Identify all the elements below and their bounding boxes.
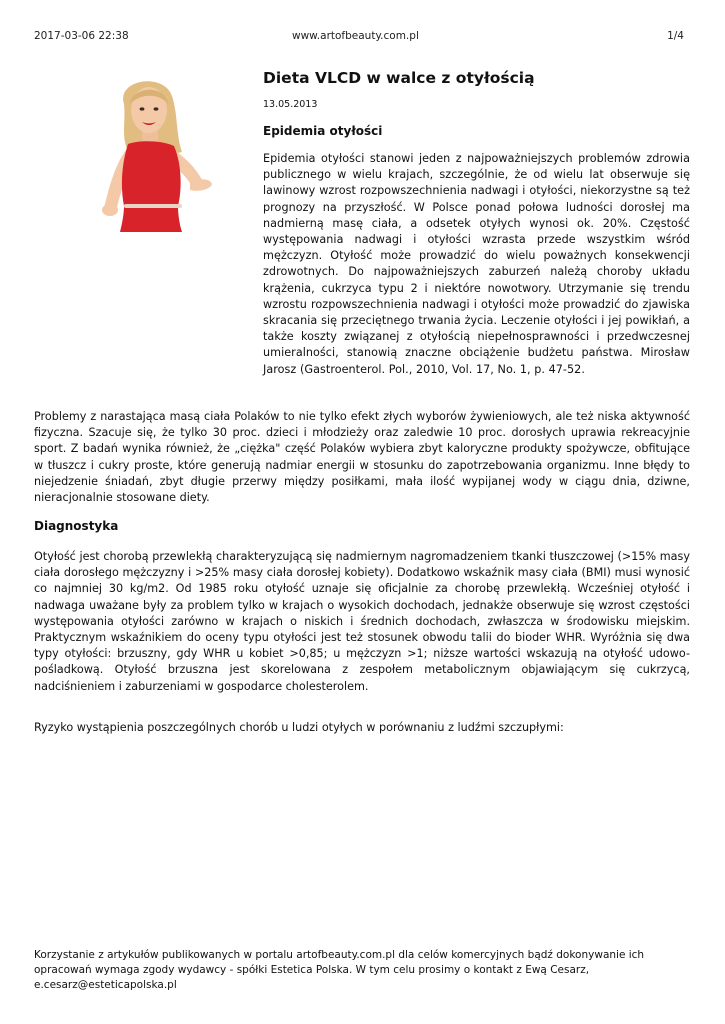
paragraph-risk-intro: Ryzyko wystąpienia poszczególnych chorób u ludzi otyłych w porównaniu z ludźmi szczupłymi: (34, 721, 564, 734)
section-heading-epidemic: Epidemia otyłości (263, 124, 383, 138)
lead-paragraph: Epidemia otyłości stanowi jeden z najpoważniejszych problemów zdrowia publicznego w wielu krajach, szczególnie, że od wielu lat obserwuje się lawinowy wzrost rozpowszechnienia nadwagi i otyłości, niekorzystne są też prognozy na przyszłość. W Polsce ponad połowa ludności dorosłej ma nadmierną masę ciała, a odsetek otyłych wynosi ok. 20%. Częstość występowania nadwagi i otyłości wzrasta przede wszystkim wśród mężczyzn. Otyłość może prowadzić do wielu poważnych konsekwencji zdrowotnych. Do najpoważniejszych zaburzeń należą choroby układu krążenia, cukrzyca typu 2 i niektóre nowotwory. Utrzymanie się trendu wzrostu rozpowszechnienia nadwagi i otyłości może prowadzić do zjawiska skracania się przeciętnego trwania życia. Leczenie otyłości i jej powikłań, a także koszty związanej z otyłością niepełnosprawności i przedwczesnej umieralności, stanowią znaczne obciążenie budżetu państwa. Mirosław Jarosz (Gastroenterol. Pol., 2010, Vol. 17, No. 1, p. 47-52. (263, 152, 690, 376)
section-heading-diagnostics: Diagnostyka (34, 519, 119, 533)
article-photo-woman (86, 74, 216, 232)
page-number: 1/4 (667, 30, 684, 42)
copyright-footer: Korzystanie z artykułów publikowanych w portalu artofbeauty.com.pl dla celów komercyjnych bądź dokonywanie ich opracowań wymaga zgody wydawcy - spółki Estetica Polska. W tym celu prosimy o kontakt z Ewą Cesarz, e.cesarz@esteticapolska.pl (34, 949, 645, 991)
paragraph-lifestyle: Problemy z narastająca masą ciała Polaków to nie tylko efekt złych wyborów żywieniowych, ale też niska aktywność fizyczna. Szacuje się, że tylko 30 proc. dzieci i młodzieży oraz zaledwie 10 proc. dorosłych uprawia rekreacyjnie sport. Z badań wynika również, że „ciężka" część Polaków wybiera zbyt kaloryczne produkty spożywcze, obfitujące w tłuszcz i cukry proste, które generują nadmiar energii w stosunku do zapotrzebowania organizmu. Inne błędy to niejedzenie śniadań, zbyt długie przerwy między posiłkami, mała ilość wypijanej wody w ciągu dnia, dziwne, nieracjonalnie stosowane diety. (34, 410, 690, 505)
paragraph-diagnostics: Otyłość jest chorobą przewlekłą charakteryzującą się nadmiernym nagromadzeniem tkanki tłuszczowej (>15% masy ciała dorosłego mężczyzny i >25% masy ciała dorosłej kobiety). Dodatkowo wskaźnik masy ciała (BMI) musi wynosić co najmniej 30 kg/m2. Od 1985 roku otyłość uznaje się oficjalnie za chorobę przewlekłą. Wcześniej otyłość i nadwaga uważane były za problem tylko w krajach o wysokich dochodach, jednakże obserwuje się wzrost częstości występowania otyłości zarówno w krajach o niskich i średnich dochodach, zwłaszcza w środowisku miejskim. Praktycznym wskaźnikiem do oceny typu otyłości jest też stosunek obwodu talii do bioder WHR. Wyróżnia się dwa typy otyłości: brzuszny, gdy WHR u kobiet >0,85; u mężczyzn >1; niższe wartości wskazują na otyłość udowo-pośladkową. Otyłość brzuszna jest skorelowana z zespołem metabolicznym objawiającym się cukrzycą, nadciśnieniem i zaburzeniami w gospodarce cholesterolem. (34, 550, 690, 693)
publication-date: 13.05.2013 (263, 99, 318, 110)
print-site-url[interactable]: www.artofbeauty.com.pl (292, 30, 419, 42)
article-title: Dieta VLCD w walce z otyłością (263, 69, 535, 87)
print-header (34, 30, 684, 46)
print-datetime: 2017-03-06 22:38 (34, 30, 129, 42)
article-header (263, 68, 690, 378)
